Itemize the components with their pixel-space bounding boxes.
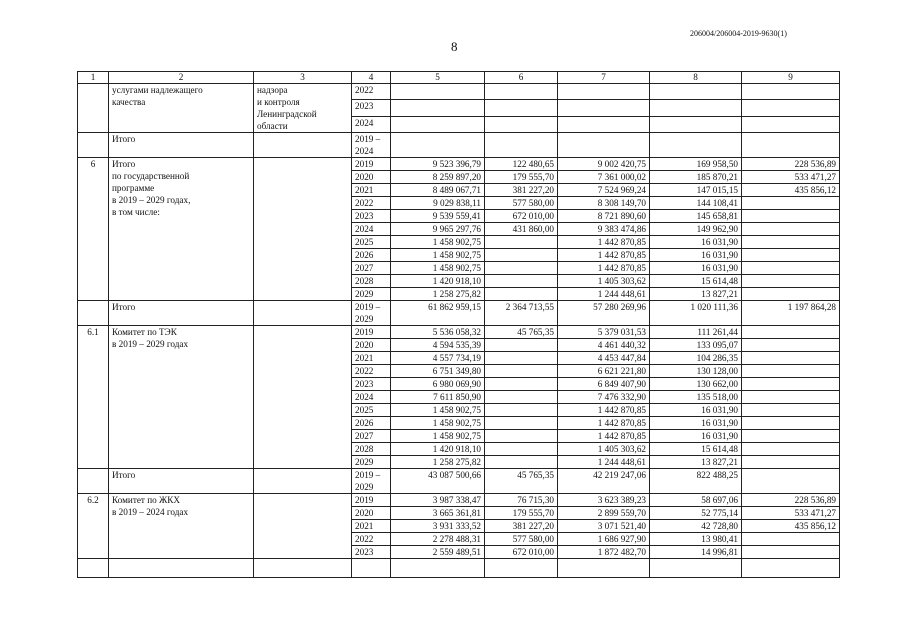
value-cell: 672 010,00	[485, 210, 558, 223]
page-number: 8	[451, 39, 458, 54]
value-cell: 7 361 000,02	[558, 171, 650, 184]
year-cell: 2023	[352, 100, 391, 116]
value-cell: 6 621 221,80	[558, 365, 650, 378]
value-cell: 381 227,20	[485, 520, 558, 533]
value-cell: 8 721 890,60	[558, 210, 650, 223]
value-cell	[485, 236, 558, 249]
year-cell: 2026	[352, 417, 391, 430]
column-header: 3	[254, 72, 352, 84]
value-cell	[558, 100, 650, 116]
total-row	[78, 301, 840, 326]
value-cell	[742, 417, 840, 430]
value-cell: 1 405 303,62	[558, 275, 650, 288]
value-cell: 16 031,90	[650, 236, 742, 249]
value-cell: 2 899 559,70	[558, 507, 650, 520]
value-cell: 16 031,90	[650, 404, 742, 417]
total-row	[78, 133, 840, 158]
value-cell: 1 458 902,75	[391, 262, 485, 275]
value-cell	[352, 559, 391, 578]
value-cell	[742, 236, 840, 249]
value-cell: 130 128,00	[650, 365, 742, 378]
value-cell	[485, 352, 558, 365]
value-cell	[391, 133, 485, 158]
row-number	[78, 301, 109, 326]
column-header: 9	[742, 72, 840, 84]
value-cell: 4 594 535,39	[391, 339, 485, 352]
value-cell: 1 442 870,85	[558, 430, 650, 443]
year-cell: 2024	[352, 223, 391, 236]
value-cell	[650, 100, 742, 116]
value-cell: 14 996,81	[650, 546, 742, 559]
table-row	[78, 494, 840, 507]
value-cell: 144 108,41	[650, 197, 742, 210]
value-cell: 61 862 959,15	[391, 301, 485, 326]
value-cell	[742, 391, 840, 404]
value-cell: 5 379 031,53	[558, 326, 650, 339]
value-cell: 122 480,65	[485, 158, 558, 171]
column-header: 6	[485, 72, 558, 84]
value-cell	[485, 456, 558, 469]
year-cell: 2020	[352, 507, 391, 520]
value-cell: 1 244 448,61	[558, 288, 650, 301]
row-executor	[254, 494, 352, 559]
value-cell: 4 557 734,19	[391, 352, 485, 365]
value-cell	[742, 559, 840, 578]
value-cell	[742, 262, 840, 275]
value-cell: 822 488,25	[650, 469, 742, 494]
value-cell	[485, 430, 558, 443]
row-number	[78, 559, 109, 578]
value-cell	[485, 133, 558, 158]
value-cell: 3 623 389,23	[558, 494, 650, 507]
year-cell: 2019 – 2029	[352, 301, 391, 326]
row-executor	[254, 469, 352, 494]
value-cell	[485, 249, 558, 262]
value-cell	[485, 275, 558, 288]
row-executor	[254, 301, 352, 326]
value-cell	[558, 559, 650, 578]
value-cell: 179 555,70	[485, 507, 558, 520]
year-cell: 2022	[352, 533, 391, 546]
year-cell: 2021	[352, 352, 391, 365]
value-cell: 1 020 111,36	[650, 301, 742, 326]
value-cell: 1 458 902,75	[391, 236, 485, 249]
value-cell: 52 775,14	[650, 507, 742, 520]
value-cell: 3 987 338,47	[391, 494, 485, 507]
value-cell: 381 227,20	[485, 184, 558, 197]
value-cell: 135 518,00	[650, 391, 742, 404]
value-cell: 15 614,48	[650, 275, 742, 288]
value-cell: 45 765,35	[485, 326, 558, 339]
value-cell: 228 536,89	[742, 158, 840, 171]
value-cell	[742, 116, 840, 132]
value-cell	[742, 443, 840, 456]
year-cell: 2027	[352, 262, 391, 275]
value-cell: 7 611 850,90	[391, 391, 485, 404]
table-row	[78, 559, 840, 578]
value-cell: 1 458 902,75	[391, 417, 485, 430]
value-cell: 1 258 275,82	[391, 288, 485, 301]
value-cell	[742, 197, 840, 210]
value-cell	[650, 133, 742, 158]
value-cell: 16 031,90	[650, 417, 742, 430]
value-cell: 13 980,41	[650, 533, 742, 546]
value-cell: 9 002 420,75	[558, 158, 650, 171]
value-cell: 4 453 447,84	[558, 352, 650, 365]
value-cell: 16 031,90	[650, 430, 742, 443]
year-cell: 2022	[352, 365, 391, 378]
value-cell: 1 442 870,85	[558, 236, 650, 249]
value-cell: 111 261,44	[650, 326, 742, 339]
value-cell: 5 536 058,32	[391, 326, 485, 339]
value-cell: 179 555,70	[485, 171, 558, 184]
value-cell: 8 259 897,20	[391, 171, 485, 184]
value-cell: 1 872 482,70	[558, 546, 650, 559]
value-cell: 145 658,81	[650, 210, 742, 223]
year-cell: 2025	[352, 404, 391, 417]
value-cell	[485, 559, 558, 578]
row-number	[78, 469, 109, 494]
column-header: 5	[391, 72, 485, 84]
value-cell	[485, 391, 558, 404]
year-cell: 2026	[352, 249, 391, 262]
value-cell: 1 442 870,85	[558, 249, 650, 262]
value-cell: 2 278 488,31	[391, 533, 485, 546]
value-cell	[742, 84, 840, 100]
year-cell: 2019 – 2029	[352, 469, 391, 494]
row-executor: надзора и контроля Ленинградской области	[254, 84, 352, 133]
value-cell: 45 765,35	[485, 469, 558, 494]
value-cell: 1 258 275,82	[391, 456, 485, 469]
value-cell	[742, 275, 840, 288]
value-cell: 533 471,27	[742, 507, 840, 520]
value-cell: 2 364 713,55	[485, 301, 558, 326]
column-header: 4	[352, 72, 391, 84]
value-cell	[650, 559, 742, 578]
year-cell: 2022	[352, 197, 391, 210]
value-cell	[742, 210, 840, 223]
row-number: 6.1	[78, 326, 109, 469]
value-cell: 228 536,89	[742, 494, 840, 507]
value-cell: 7 524 969,24	[558, 184, 650, 197]
column-header: 7	[558, 72, 650, 84]
value-cell: 9 539 559,41	[391, 210, 485, 223]
year-cell: 2024	[352, 391, 391, 404]
year-cell: 2027	[352, 430, 391, 443]
row-number	[78, 84, 109, 133]
value-cell	[485, 378, 558, 391]
value-cell	[558, 116, 650, 132]
year-cell: 2028	[352, 275, 391, 288]
value-cell	[558, 84, 650, 100]
year-cell: 2023	[352, 546, 391, 559]
value-cell	[742, 133, 840, 158]
document-id: 206004/206004-2019-9630(1)	[690, 29, 787, 38]
value-cell	[742, 430, 840, 443]
table-body	[78, 84, 840, 578]
column-header: 8	[650, 72, 742, 84]
year-cell: 2025	[352, 236, 391, 249]
row-executor	[254, 158, 352, 301]
row-number: 6	[78, 158, 109, 301]
table-row	[78, 326, 840, 339]
year-cell: 2023	[352, 210, 391, 223]
total-label: Итого	[109, 469, 254, 494]
value-cell: 1 458 902,75	[391, 404, 485, 417]
column-header: 1	[78, 72, 109, 84]
year-cell: 2023	[352, 378, 391, 391]
value-cell	[742, 456, 840, 469]
total-label: Итого	[109, 133, 254, 158]
value-cell	[485, 84, 558, 100]
row-executor	[254, 133, 352, 158]
value-cell: 169 958,50	[650, 158, 742, 171]
value-cell	[742, 223, 840, 236]
value-cell: 104 286,35	[650, 352, 742, 365]
value-cell	[109, 559, 254, 578]
year-cell: 2019	[352, 326, 391, 339]
year-cell: 2029	[352, 456, 391, 469]
value-cell: 9 965 297,76	[391, 223, 485, 236]
year-cell: 2022	[352, 84, 391, 100]
value-cell: 435 856,12	[742, 184, 840, 197]
value-cell	[742, 469, 840, 494]
value-cell: 43 087 500,66	[391, 469, 485, 494]
row-executor	[254, 326, 352, 469]
row-name: услугами надлежащего качества	[109, 84, 254, 133]
value-cell	[254, 559, 352, 578]
year-cell: 2028	[352, 443, 391, 456]
value-cell: 533 471,27	[742, 171, 840, 184]
value-cell	[742, 288, 840, 301]
value-cell: 15 614,48	[650, 443, 742, 456]
value-cell	[742, 326, 840, 339]
value-cell: 149 962,90	[650, 223, 742, 236]
value-cell: 1 420 918,10	[391, 443, 485, 456]
value-cell: 9 523 396,79	[391, 158, 485, 171]
value-cell: 3 665 361,81	[391, 507, 485, 520]
value-cell: 9 029 838,11	[391, 197, 485, 210]
header-row	[78, 72, 840, 84]
value-cell: 1 458 902,75	[391, 249, 485, 262]
value-cell: 1 686 927,90	[558, 533, 650, 546]
value-cell: 185 870,21	[650, 171, 742, 184]
value-cell: 1 244 448,61	[558, 456, 650, 469]
year-cell: 2021	[352, 520, 391, 533]
value-cell	[742, 100, 840, 116]
budget-table	[77, 71, 840, 578]
year-cell: 2021	[352, 184, 391, 197]
row-number: 6.2	[78, 494, 109, 559]
value-cell: 58 697,06	[650, 494, 742, 507]
value-cell: 1 442 870,85	[558, 417, 650, 430]
value-cell	[742, 378, 840, 391]
value-cell	[485, 116, 558, 132]
value-cell	[742, 365, 840, 378]
value-cell: 577 580,00	[485, 197, 558, 210]
value-cell	[742, 339, 840, 352]
year-cell: 2019 – 2024	[352, 133, 391, 158]
value-cell	[650, 116, 742, 132]
value-cell	[391, 116, 485, 132]
value-cell: 8 308 149,70	[558, 197, 650, 210]
value-cell: 3 931 333,52	[391, 520, 485, 533]
row-number	[78, 133, 109, 158]
year-cell: 2020	[352, 171, 391, 184]
value-cell: 8 489 067,71	[391, 184, 485, 197]
value-cell	[650, 84, 742, 100]
value-cell: 16 031,90	[650, 249, 742, 262]
value-cell: 577 580,00	[485, 533, 558, 546]
value-cell	[485, 262, 558, 275]
value-cell: 1 405 303,62	[558, 443, 650, 456]
value-cell: 2 559 489,51	[391, 546, 485, 559]
total-row	[78, 469, 840, 494]
row-name: Итого по государственной программе в 2019 – 2029 годах, в том числе:	[109, 158, 254, 301]
value-cell: 435 856,12	[742, 520, 840, 533]
value-cell	[485, 365, 558, 378]
value-cell: 147 015,15	[650, 184, 742, 197]
value-cell: 7 476 332,90	[558, 391, 650, 404]
value-cell	[391, 559, 485, 578]
value-cell	[485, 404, 558, 417]
year-cell: 2019	[352, 158, 391, 171]
total-label: Итого	[109, 301, 254, 326]
value-cell: 431 860,00	[485, 223, 558, 236]
value-cell	[485, 288, 558, 301]
value-cell: 130 662,00	[650, 378, 742, 391]
value-cell: 1 442 870,85	[558, 404, 650, 417]
value-cell	[742, 249, 840, 262]
value-cell	[485, 443, 558, 456]
year-cell: 2029	[352, 288, 391, 301]
value-cell: 1 197 864,28	[742, 301, 840, 326]
value-cell: 1 442 870,85	[558, 262, 650, 275]
value-cell	[558, 133, 650, 158]
value-cell	[391, 100, 485, 116]
value-cell: 13 827,21	[650, 456, 742, 469]
value-cell: 6 751 349,80	[391, 365, 485, 378]
value-cell: 13 827,21	[650, 288, 742, 301]
value-cell: 57 280 269,96	[558, 301, 650, 326]
value-cell	[485, 417, 558, 430]
value-cell	[742, 352, 840, 365]
value-cell: 42 728,80	[650, 520, 742, 533]
table-row	[78, 84, 840, 100]
value-cell: 672 010,00	[485, 546, 558, 559]
value-cell: 1 458 902,75	[391, 430, 485, 443]
value-cell	[742, 546, 840, 559]
value-cell: 6 849 407,90	[558, 378, 650, 391]
column-header: 2	[109, 72, 254, 84]
value-cell: 76 715,30	[485, 494, 558, 507]
value-cell: 42 219 247,06	[558, 469, 650, 494]
value-cell: 3 071 521,40	[558, 520, 650, 533]
value-cell: 9 383 474,86	[558, 223, 650, 236]
value-cell: 4 461 440,32	[558, 339, 650, 352]
table-row	[78, 158, 840, 171]
value-cell	[391, 84, 485, 100]
year-cell: 2024	[352, 116, 391, 132]
value-cell: 6 980 069,90	[391, 378, 485, 391]
value-cell	[742, 533, 840, 546]
row-name: Комитет по ЖКХ в 2019 – 2024 годах	[109, 494, 254, 559]
value-cell: 16 031,90	[650, 262, 742, 275]
value-cell	[742, 404, 840, 417]
value-cell	[485, 339, 558, 352]
year-cell: 2020	[352, 339, 391, 352]
value-cell: 133 095,07	[650, 339, 742, 352]
row-name: Комитет по ТЭК в 2019 – 2029 годах	[109, 326, 254, 469]
value-cell	[485, 100, 558, 116]
year-cell: 2019	[352, 494, 391, 507]
value-cell: 1 420 918,10	[391, 275, 485, 288]
